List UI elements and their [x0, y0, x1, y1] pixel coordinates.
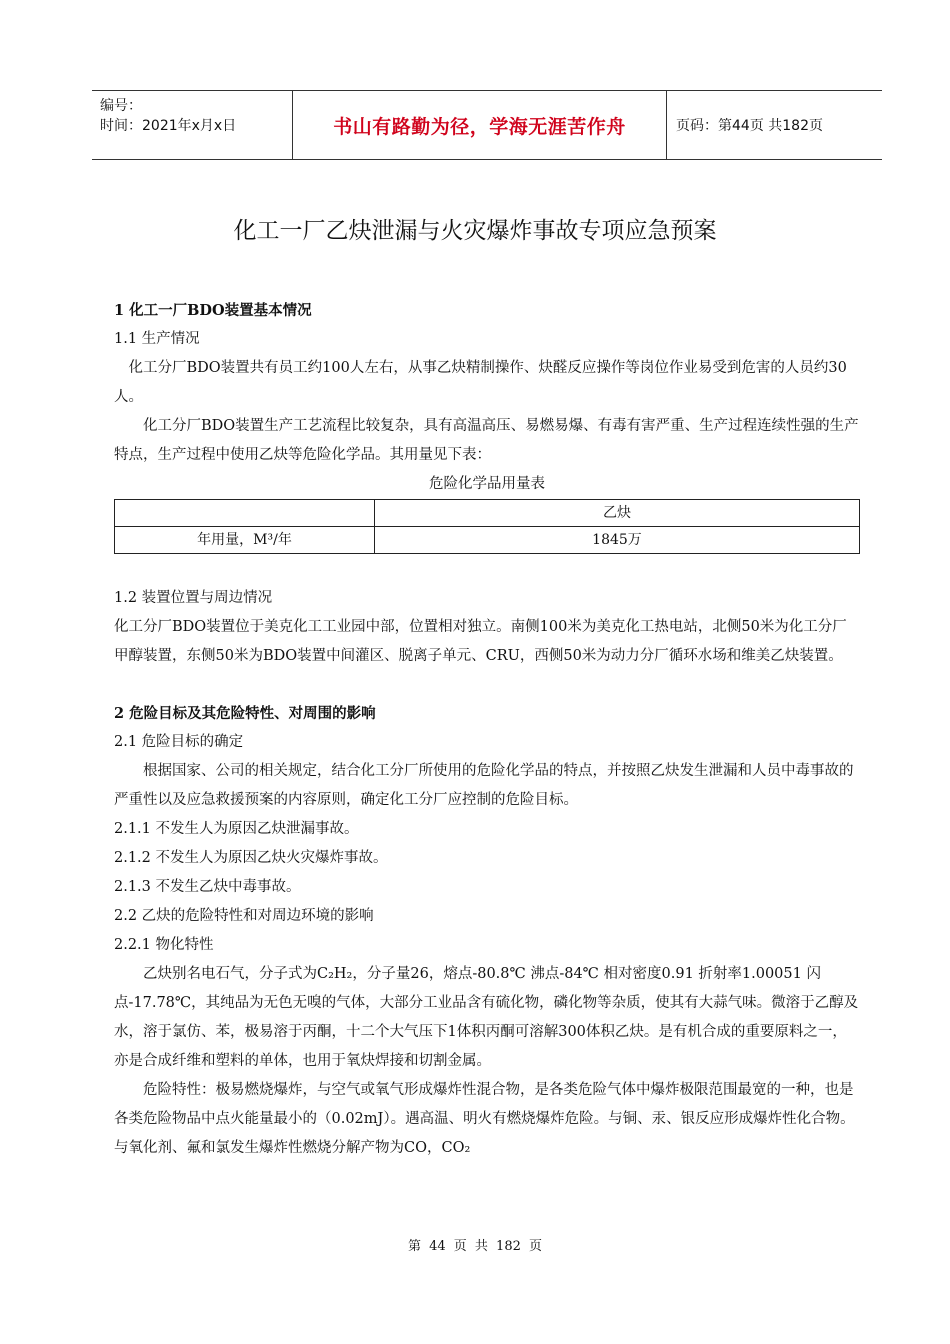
paragraph: 化工分厂BDO装置生产工艺流程比较复杂，具有高温高压、易燃易爆、有毒有害严重、生产过程连续性强的生产特点，生产过程中使用乙炔等危险化学品。其用量见下表：: [114, 418, 859, 463]
section-2-heading: 2 危险目标及其危险特性、对周围的影响: [114, 705, 376, 722]
section-2-1-heading: 2.1 危险目标的确定: [114, 734, 244, 750]
header-page-cell: [666, 91, 882, 159]
section-1-2-heading: 1.2 装置位置与周边情况: [114, 590, 273, 606]
page-header: [92, 90, 882, 160]
list-item: 2.1.1 不发生人为原因乙炔泄漏事故。: [114, 821, 359, 837]
document-body: [114, 296, 860, 1163]
section-1-1-heading: 1.1 生产情况: [114, 331, 200, 347]
list-item: 2.1.2 不发生人为原因乙炔火灾爆炸事故。: [114, 850, 388, 866]
table-header-cell: 乙炔: [375, 500, 860, 527]
section-1-heading: 1 化工一厂BDO装置基本情况: [114, 302, 312, 319]
paragraph: 化工分厂BDO装置位于美克化工工业园中部，位置相对独立。南侧100米为美克化工热电站，北侧50米为化工分厂甲醇装置，东侧50米为BDO装置中间灌区、脱离子单元、CRU，西侧50米为动力分厂循环水场和维美乙炔装置。: [114, 619, 847, 664]
table-cell-empty: [115, 500, 375, 527]
table-row-label: 年用量，M³/年: [115, 527, 375, 554]
chemical-usage-table: [114, 499, 860, 554]
page-info: 页码：第44页 共182页: [676, 118, 823, 134]
page-footer: 第 44 页 共 182 页: [407, 1239, 543, 1254]
table-row: [115, 527, 860, 554]
paragraph: 乙炔别名电石气，分子式为C₂H₂，分子量26，熔点-80.8℃ 沸点-84℃ 相对密度0.91 折射率1.00051 闪点-17.78℃，其纯品为无色无嗅的气体，大部分工业品含有硫化物，磷化物等杂质，使其有大蒜气味。微溶于乙醇及水，溶于氯仿、苯，极易溶于丙酮，十二个大气压下1体积丙酮可溶解300体积乙炔。是有机合成的重要原料之一，亦是合成纤维和塑料的单体，也用于氧炔焊接和切割金属。: [114, 966, 859, 1069]
table-caption: 危险化学品用量表: [429, 476, 545, 492]
time-label: 时间：2021年x月x日: [100, 118, 237, 134]
paragraph: 危险特性：极易燃烧爆炸，与空气或氧气形成爆炸性混合物，是各类危险气体中爆炸极限范围最宽的一种，也是各类危险物品中点火能量最小的（0.02mJ）。遇高温、明火有燃烧爆炸危险。与铜、汞、银反应形成爆炸性化合物。与氧化剂、氟和氯发生爆炸性燃烧分解产物为CO，CO₂: [114, 1082, 855, 1156]
list-item: 2.1.3 不发生乙炔中毒事故。: [114, 879, 301, 895]
number-label: 编号：: [100, 98, 142, 114]
header-motto-cell: [292, 91, 667, 159]
spacer: [114, 554, 860, 584]
paragraph: 化工分厂BDO装置共有员工约100人左右，从事乙炔精制操作、炔醛反应操作等岗位作业易受到危害的人员约30人。: [114, 360, 847, 405]
table-row-value: 1845万: [375, 527, 860, 554]
section-2-2-1-heading: 2.2.1 物化特性: [114, 937, 214, 953]
section-2-2-heading: 2.2 乙炔的危险特性和对周边环境的影响: [114, 908, 374, 924]
motto: 书山有路勤为径，学海无涯苦作舟: [333, 115, 626, 138]
paragraph: 根据国家、公司的相关规定，结合化工分厂所使用的危险化学品的特点，并按照乙炔发生泄漏和人员中毒事故的严重性以及应急救援预案的内容原则，确定化工分厂应控制的危险目标。: [114, 763, 854, 808]
header-meta: [92, 91, 292, 159]
document-title: 化工一厂乙炔泄漏与火灾爆炸事故专项应急预案: [233, 218, 717, 244]
table-row: [115, 500, 860, 527]
spacer: [114, 671, 860, 699]
